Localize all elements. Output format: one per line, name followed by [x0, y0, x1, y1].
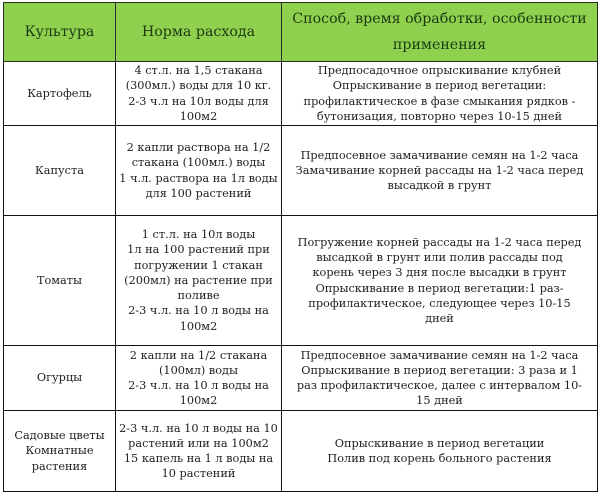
treatment-table — [3, 2, 598, 492]
rate-line: погружении 1 стакан — [134, 258, 263, 272]
method-line: дней — [425, 311, 454, 325]
rate-cell — [116, 62, 282, 126]
table-row — [4, 62, 598, 126]
method-line: Опрыскивание в период вегетации — [334, 436, 545, 450]
rate-line: 15 капель на 1 л воды на — [123, 452, 274, 465]
rate-line: поливе — [177, 289, 220, 303]
rate-line: 100м2 — [179, 109, 218, 123]
rate-line: 2-3 ч.л. на 10 л воды на — [128, 379, 269, 392]
culture-line: Капуста — [35, 163, 84, 177]
method-line: 15 дней — [416, 394, 463, 408]
rate-line: стакана (100мл.) воды — [131, 156, 266, 170]
culture-line: Картофель — [27, 86, 92, 100]
rate-cell — [116, 216, 282, 346]
method-line: Полив под корень больного растения — [327, 452, 552, 465]
method-line: профилактическое, следующее через 10-15 — [308, 296, 571, 310]
table-row — [4, 411, 598, 492]
method-line: Опрыскивание в период вегетации:1 раз- — [315, 281, 564, 295]
rate-line: (200мл) на растение при — [124, 273, 273, 287]
table-row — [4, 126, 598, 216]
culture-cell — [4, 346, 116, 411]
rate-cell — [116, 411, 282, 492]
rate-line: растений или на 100м2 — [128, 436, 269, 450]
method-cell — [282, 126, 598, 216]
rate-line: 1л на 100 растений при — [127, 243, 270, 257]
rate-line: 2-3 ч.л. на 10 л воды на 10 — [119, 421, 278, 435]
rate-line: (100мл) воды — [158, 363, 239, 377]
culture-line: растения — [31, 459, 88, 473]
table-header-row — [4, 3, 598, 62]
rate-line: 10 растений — [161, 467, 236, 481]
culture-cell — [4, 216, 116, 346]
method-cell — [282, 411, 598, 492]
method-line: корень через 3 дня после высадки в грунт — [312, 266, 567, 280]
column-header-rate: Норма расхода — [116, 3, 282, 62]
culture-cell — [4, 62, 116, 126]
method-line: профилактическое в фазе смыкания рядков - — [303, 94, 576, 108]
method-cell — [282, 62, 598, 126]
table-row — [4, 216, 598, 346]
method-line: бутонизация, повторно через 10-15 дней — [316, 109, 563, 123]
culture-cell — [4, 411, 116, 492]
culture-cell — [4, 126, 116, 216]
culture-line: Садовые цветы — [14, 429, 105, 443]
culture-line: Огурцы — [36, 371, 83, 385]
rate-line: 2 капли раствора на 1/2 — [126, 141, 271, 155]
rate-line: 2 капли на 1/2 стакана — [129, 348, 268, 362]
rate-line: 100м2 — [179, 394, 218, 408]
rate-cell — [116, 346, 282, 411]
method-cell — [282, 346, 598, 411]
table-row — [4, 346, 598, 411]
rate-line: (300мл.) воды для 10 кг. — [125, 79, 272, 93]
column-header-method: Способ, время обработки, особенности применения — [282, 3, 598, 62]
rate-line: 2-3 ч.л. на 10 л воды на — [128, 304, 269, 318]
rate-line: 1 ч.л. раствора на 1л воды — [119, 171, 278, 185]
culture-line: Комнатные — [25, 444, 94, 458]
method-line: высадкой в грунт или полив рассады под — [316, 251, 563, 265]
method-cell — [282, 216, 598, 346]
culture-line: Томаты — [36, 273, 83, 287]
method-line: Предпосадочное опрыскивание клубней — [317, 64, 562, 78]
column-header-culture: Культура — [4, 3, 116, 62]
method-line: высадкой в грунт — [387, 179, 492, 193]
method-line: Предпосевное замачивание семян на 1-2 часа — [300, 348, 579, 362]
rate-line: 4 ст.л. на 1,5 стакана — [134, 64, 263, 78]
rate-line: для 100 растений — [145, 186, 252, 200]
method-line: Замачивание корней рассады на 1-2 часа перед — [295, 163, 584, 177]
rate-line: 100м2 — [179, 319, 218, 333]
rate-line: 2-3 ч.л на 10л воды для — [128, 94, 269, 108]
method-line: раз профилактическое, далее с интервалом 10- — [296, 379, 583, 392]
method-line: Погружение корней рассады на 1-2 часа перед — [297, 235, 582, 249]
method-line: Опрыскивание в период вегетации: — [332, 79, 547, 93]
rate-line: 1 ст.л. на 10л воды — [141, 228, 256, 242]
rate-cell — [116, 126, 282, 216]
method-line: Предпосевное замачивание семян на 1-2 часа — [300, 148, 579, 162]
method-line: Опрыскивание в период вегетации: 3 раза и 1 — [301, 363, 578, 377]
